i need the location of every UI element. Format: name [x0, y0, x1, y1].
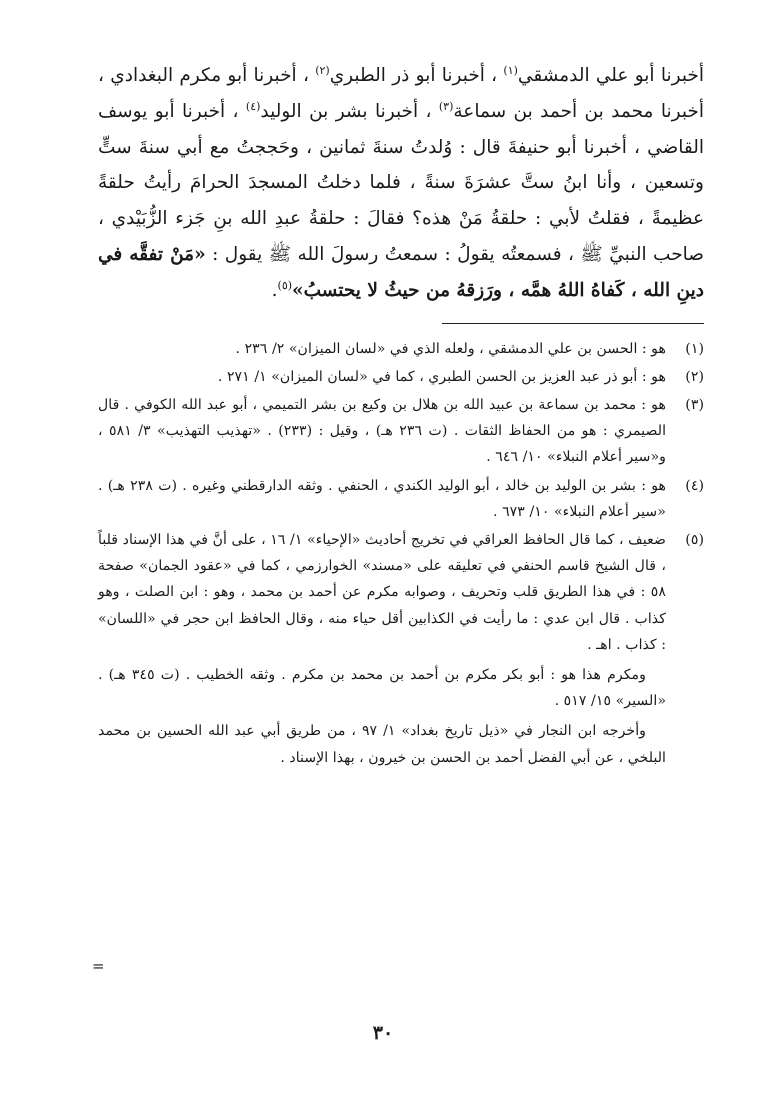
footnote-body	[98, 392, 666, 471]
footnote-number: (٢)	[685, 368, 704, 385]
footnote-paragraph: ضعيف ، كما قال الحافظ العراقي في تخريج أحاديث «الإحياء» ١/ ١٦ ، على أنَّ في هذا الإسناد قلباً ، قال الشيخ قاسم الحنفي في تعليقه على «مسند» الخوارزمي ، كما في «عقود الجمان» صفحة ٥٨ : في هذا الطريق قلب وتحريف ، وصوابه مكرم عن أحمد بن محمد ، وهو : ابن الصلت ، وهو كذاب . قال ابن عدي : ما رأيت في الكذابين أقل حياء منه ، وقال الحافظ ابن حجر في «اللسان» : كذاب . اهـ .	[98, 532, 666, 653]
main-text	[98, 58, 704, 309]
footnote-paragraph: هو : محمد بن سماعة بن عبيد الله بن هلال بن وكيع بن بشر التميمي ، أبو عبد الله الكوفي . قال الصيمري : هو من الحفاظ الثقات . (ت ٢٣٦ هـ) ، وقيل : (٢٣٣) . «تهذيب التهذيب» ٣/ ٥٨١ ، و«سير أعلام النبلاء» ١٠/ ٦٤٦ .	[98, 396, 667, 466]
footnotes	[98, 336, 704, 771]
footnote-ref[interactable]: (١)	[503, 63, 518, 77]
footnote-paragraph: هو : أبو ذر عبد العزيز بن الحسن الطبري ، كما في «لسان الميزان» ١/ ٢٧١ .	[217, 368, 666, 385]
page-content	[98, 58, 704, 773]
main-text-part: ، أخبرنا أبو مكرم البغدادي ، أخبرنا محمد بن أحمد بن سماعة	[98, 65, 704, 122]
footnote-item	[98, 473, 704, 525]
page-number: ٣٠	[372, 1022, 394, 1044]
footnote-paragraph: هو : بشر بن الوليد بن خالد ، أبو الوليد الكندي ، الحنفي . وثقه الدارقطني وغيره . (ت ٢٣٨ هـ) . «سير أعلام النبلاء» ١٠/ ٦٧٣ .	[98, 477, 667, 520]
footnote-ref[interactable]: (٢)	[315, 63, 330, 77]
footnote-body	[98, 473, 666, 525]
main-text-part: ، أخبرنا أبو يوسف القاضي ، أخبرنا أبو حنيفةَ قال : وُلدتُ سنةَ ثمانين ، وحَججتُ مع أبي سنةَ ستٍّ وتسعين ، وأنا ابنُ ستَّ عشرَةَ سنةً ، فلما دخلتُ المسجدَ الحرامَ رأيتُ حلقةً عظيمةً ، فقلتُ لأبي : حلقةُ مَنْ هذه؟ فقالَ : حلقةُ عبدِ الله بنِ جَزء الزُّبَيْدي ، صاحب النبيِّ ﷺ ، فسمعتُه يقولُ : سمعتُ رسولَ الله ﷺ يقول :	[98, 100, 704, 265]
hadith-text: «مَنْ تفقَّه في دينِ الله ، كَفاهُ اللهُ همَّه ، ورَزقهُ من حيثُ لا يحتسبُ»	[98, 243, 704, 301]
main-text-part: ، أخبرنا بشر بن الوليد	[260, 100, 439, 122]
footnote-item	[98, 336, 704, 362]
footnote-body	[98, 364, 666, 390]
main-text-part: أخبرنا أبو علي الدمشقي	[517, 65, 704, 86]
footnote-ref[interactable]: (٤)	[245, 99, 261, 113]
footnote-separator	[442, 323, 704, 324]
footnote-number: (١)	[685, 340, 704, 357]
continuation-mark: =	[92, 957, 105, 975]
main-text-part: ، أخبرنا أبو ذر الطبري	[329, 65, 504, 86]
footnote-ref[interactable]: (٣)	[438, 99, 454, 113]
footnote-item	[98, 527, 704, 771]
footnote-ref[interactable]: (٥)	[277, 278, 293, 292]
footnote-number: (٤)	[685, 477, 704, 494]
footnote-paragraph: ومكرم هذا هو : أبو بكر مكرم بن أحمد بن محمد بن مكرم . وثقه الخطيب . (ت ٣٤٥ هـ) . «السير» ١٥/ ٥١٧ .	[98, 667, 666, 710]
footnote-paragraph: هو : الحسن بن علي الدمشقي ، ولعله الذي في «لسان الميزان» ٢/ ٢٣٦ .	[235, 340, 666, 357]
footnote-number: (٣)	[685, 396, 704, 413]
footnote-item	[98, 392, 704, 471]
footnote-item	[98, 364, 704, 390]
footnote-body	[98, 527, 666, 771]
footnote-paragraph: وأخرجه ابن النجار في «ذيل تاريخ بغداد» ١/ ٩٧ ، من طريق أبي عبد الله الحسين بن محمد البلخي ، عن أبي الفضل أحمد بن الحسن بن خيرون ، بهذا الإسناد .	[98, 723, 666, 766]
footnote-body	[98, 336, 666, 362]
footnote-number: (٥)	[685, 532, 704, 548]
main-text-end: .	[271, 279, 278, 301]
